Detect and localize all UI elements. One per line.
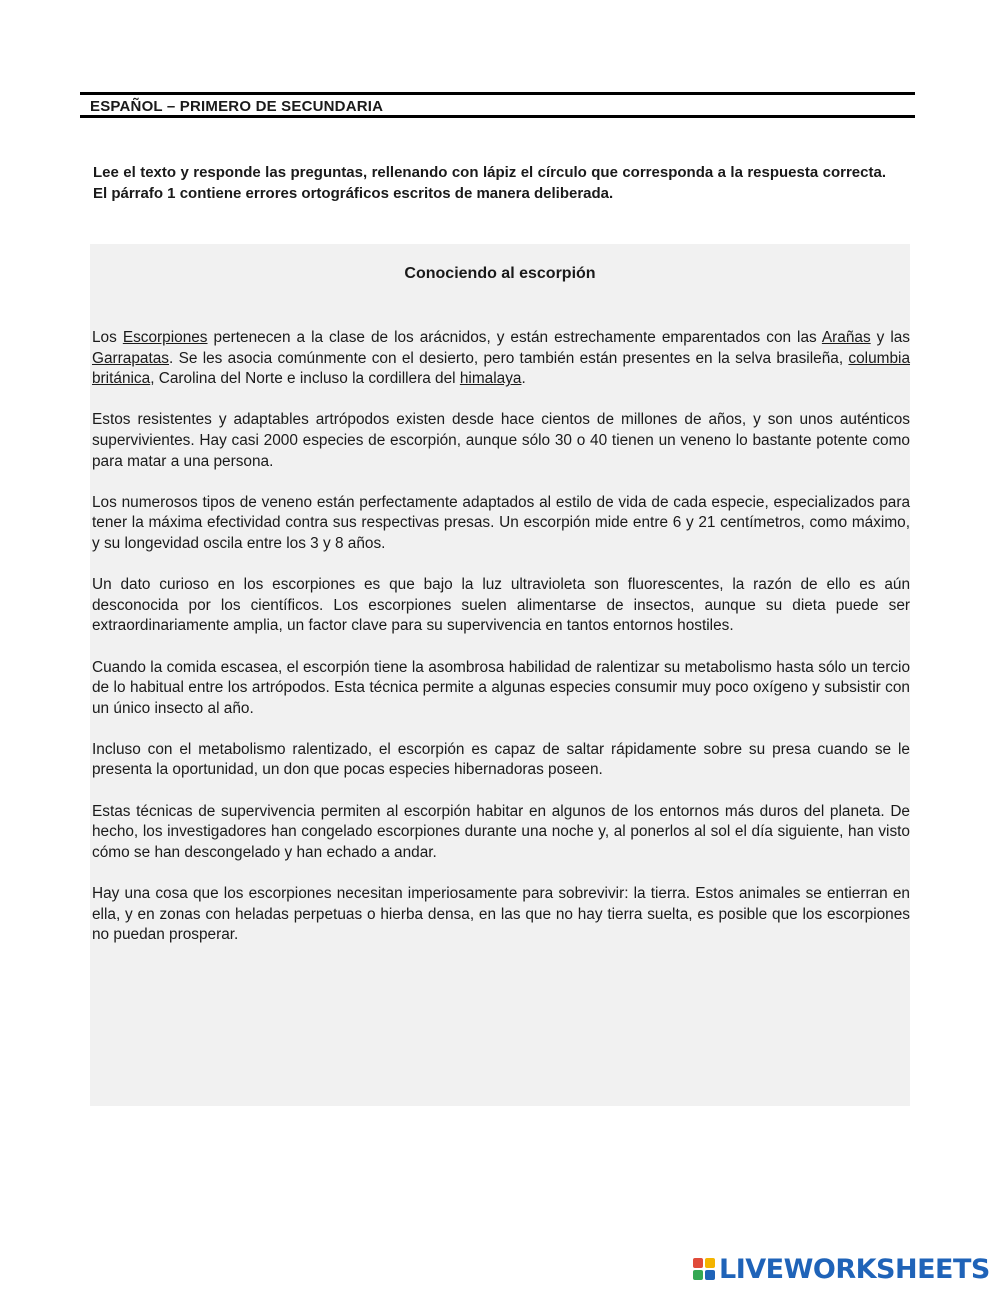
p1-underlined-britanica: británica bbox=[92, 370, 151, 388]
reading-box bbox=[90, 244, 910, 1106]
liveworksheets-logo[interactable] bbox=[693, 1254, 990, 1284]
paragraph-8: Hay una cosa que los escorpiones necesitan imperiosamente para sobrevivir: la tierra. Estos animales se entierran en ella, y en zonas con heladas perpetuas o hierba densa, en las que no hay tierra suelta, es posible que los escorpiones no puedan prosperar. bbox=[92, 885, 910, 944]
paragraph-5: Cuando la comida escasea, el escorpión tiene la asombrosa habilidad de ralentizar su metabolismo hasta sólo un tercio de lo habitual entre los artrópodos. Esta técnica permite a algunas especies consumir muy poco oxígeno y subsistir con un único insecto al año. bbox=[92, 658, 910, 717]
paragraph-2: Estos resistentes y adaptables artrópodos existen desde hace cientos de millones de años, y son unos auténticos supervivientes. Hay casi 2000 especies de escorpión, aunque sólo 30 o 40 tienen un veneno lo bastante potente como para matar a una persona. bbox=[92, 411, 910, 470]
paragraph-7: Estas técnicas de supervivencia permiten al escorpión habitar en algunos de los entornos más duros del planeta. De hecho, los investigadores han congelado escorpiones durante una noche y, al ponerlos al sol el día siguiente, han visto cómo se han descongelado y han echado a andar. bbox=[92, 802, 910, 861]
p1-text-1: Los bbox=[92, 329, 123, 346]
p1-text-3: y las bbox=[870, 329, 910, 346]
paragraph-1 bbox=[92, 328, 910, 390]
paragraph-3: Los numerosos tipos de veneno están perfectamente adaptados al estilo de vida de cada especie, especializados para tener la máxima efectividad contra sus respectivas presas. Un escorpión mide entre 6 y 21 centímetros, como máximo, y su longevidad oscila entre los 3 y 8 años. bbox=[92, 493, 910, 552]
paragraph-6: Incluso con el metabolismo ralentizado, el escorpión es capaz de saltar rápidamente sobre su presa cuando se le presenta la oportunidad, un don que pocas especies hibernadoras poseen. bbox=[92, 740, 910, 779]
header-bar bbox=[80, 92, 915, 118]
p1-underlined-himalaya: himalaya bbox=[459, 370, 522, 388]
p1-underlined-columbia: columbia bbox=[848, 349, 910, 367]
reading-title: Conociendo al escorpión bbox=[404, 265, 596, 282]
logo-mark-square-1 bbox=[693, 1258, 703, 1268]
p1-text-2: pertenecen a la clase de los arácnidos, y están estrechamente emparentados con las bbox=[207, 329, 822, 346]
header-title: ESPAÑOL – PRIMERO DE SECUNDARIA bbox=[90, 98, 384, 115]
p1-text-4: . Se les asocia comúnmente con el desierto, pero también están presentes en la selva brasileña, bbox=[169, 349, 849, 367]
p1-underlined-aranas: Arañas bbox=[821, 329, 871, 346]
reading-paragraphs bbox=[92, 328, 910, 966]
logo-mark-icon bbox=[693, 1258, 715, 1280]
p1-text-6: , Carolina del Norte e incluso la cordillera del bbox=[150, 370, 460, 388]
logo-text: LIVEWORKSHEETS bbox=[719, 1253, 990, 1285]
p1-underlined-garrapatas: Garrapatas bbox=[92, 349, 169, 367]
p1-underlined-escorpiones: Escorpiones bbox=[122, 329, 208, 346]
paragraph-4: Un dato curioso en los escorpiones es que bajo la luz ultravioleta son fluorescentes, la razón de ello es aún desconocida por los científicos. Los escorpiones suelen alimentarse de insectos, aunque su dieta puede ser extraordinariamente amplia, un factor clave para su supervivencia en tantos entornos hostiles. bbox=[92, 576, 910, 635]
logo-mark-square-2 bbox=[705, 1258, 715, 1268]
p1-text-7: . bbox=[521, 370, 526, 388]
logo-mark-square-4 bbox=[705, 1270, 715, 1280]
logo-mark-square-3 bbox=[693, 1270, 703, 1280]
instructions-text: Lee el texto y responde las preguntas, rellenando con lápiz el círculo que corresponda a la respuesta correcta. El párrafo 1 contiene errores ortográficos escritos de manera deliberada. bbox=[93, 164, 886, 202]
